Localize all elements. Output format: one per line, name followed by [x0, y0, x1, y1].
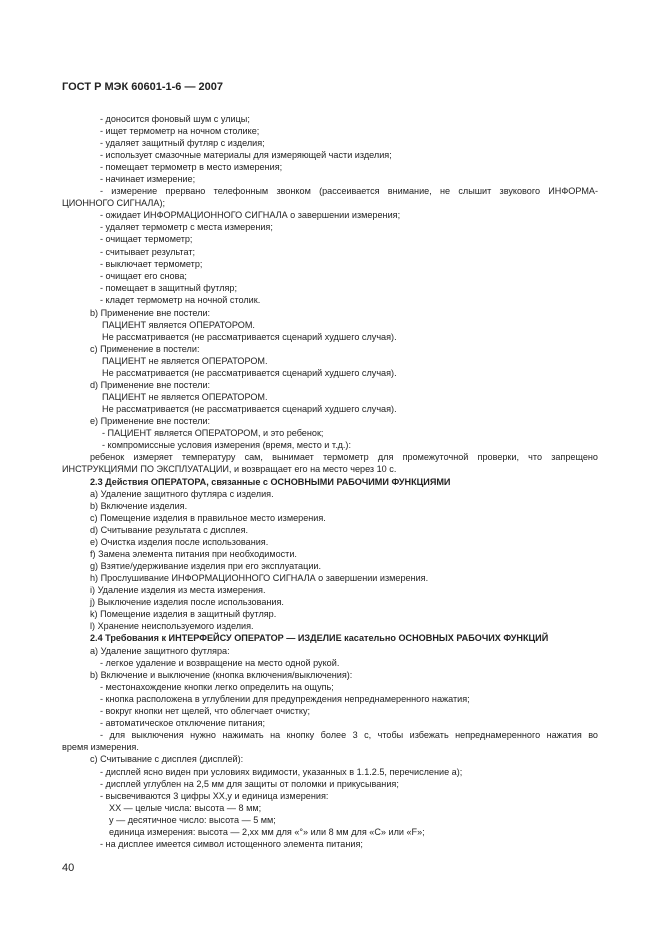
list-item: g) Взятие/удерживание изделия при его эксплуатации. [90, 561, 322, 571]
text-line: ПАЦИЕНТ является ОПЕРАТОРОМ. [102, 320, 255, 330]
text-line: единица измерения: высота — 2,xx мм для «°» или 8 мм для «C» или «F»; [109, 827, 425, 837]
list-item: l) Хранение неиспользуемого изделия. [90, 621, 254, 631]
text-line: - помещает термометр в место измерения; [100, 162, 283, 172]
list-item: d) Применение вне постели: [90, 380, 211, 390]
text-line: - на дисплее имеется символ истощенного элемента питания; [100, 839, 363, 849]
text-line: - удаляет термометр с места измерения; [100, 222, 273, 232]
text-line: ПАЦИЕНТ не является ОПЕРАТОРОМ. [102, 392, 268, 402]
text-line: время измерения. [62, 742, 139, 752]
text-line: ЦИОННОГО СИГНАЛА); [62, 198, 166, 208]
text-line: ИНСТРУКЦИЯМИ ПО ЭКСПЛУАТАЦИИ, и возвращает его на место через 10 с. [62, 464, 397, 474]
list-item: a) Удаление защитного футляра: [90, 646, 230, 656]
list-item: d) Считывание результата с дисплея. [90, 525, 249, 535]
text-line: - автоматическое отключение питания; [100, 718, 265, 728]
text-line: - легкое удаление и возвращение на место одной рукой. [100, 658, 340, 668]
document-header: ГОСТ Р МЭК 60601-1-6 — 2007 [62, 81, 223, 93]
text-line: - очищает его снова; [100, 271, 187, 281]
text-line: - доносится фоновый шум с улицы; [100, 114, 250, 124]
text-line: - компромиссные условия измерения (время, место и т.д.): [102, 440, 351, 450]
text-line: - выключает термометр; [100, 259, 203, 269]
page-number: 40 [62, 862, 75, 874]
text-line: - ожидает ИНФОРМАЦИОННОГО СИГНАЛА о завершении измерения; [100, 210, 401, 220]
list-item: b) Включение изделия. [90, 501, 188, 511]
list-item: e) Применение вне постели: [90, 416, 211, 426]
list-item: e) Очистка изделия после использования. [90, 537, 269, 547]
text-line: Не рассматривается (не рассматривается сценарий худшего случая). [102, 368, 397, 378]
list-item: c) Считывание с дисплея (дисплей): [90, 754, 244, 764]
list-item: a) Удаление защитного футляра с изделия. [90, 489, 274, 499]
text-line: - использует смазочные материалы для измеряющей части изделия; [100, 150, 392, 160]
text-line: - дисплей углублен на 2,5 мм для защиты от поломки и прикусывания; [100, 779, 399, 789]
section-heading: 2.4 Требования к ИНТЕРФЕЙСУ ОПЕРАТОР — ИЗДЕЛИЕ касательно ОСНОВНЫХ РАБОЧИХ ФУНКЦИЙ [90, 633, 549, 643]
text-line: XX — целые числа: высота — 8 мм; [109, 803, 262, 813]
text-line: - вокруг кнопки нет щелей, что облегчает очистку; [100, 706, 311, 716]
list-item: j) Выключение изделия после использования. [90, 597, 284, 607]
list-item: i) Удаление изделия из места измерения. [90, 585, 266, 595]
text-line: - ищет термометр на ночном столике; [100, 126, 260, 136]
list-item: b) Применение вне постели: [90, 308, 211, 318]
text-line: - кнопка расположена в углублении для предупреждения непреднамеренного нажатия; [100, 694, 470, 704]
list-item: c) Помещение изделия в правильное место измерения. [90, 513, 326, 523]
section-heading: 2.3 Действия ОПЕРАТОРА, связанные с ОСНОВНЫМИ РАБОЧИМИ ФУНКЦИЯМИ [90, 477, 451, 487]
text-line: - высвечиваются 3 цифры XX,y и единица измерения: [100, 791, 329, 801]
list-item: b) Включение и выключение (кнопка включения/выключения): [90, 670, 353, 680]
text-line: Не рассматривается (не рассматривается сценарий худшего случая). [102, 404, 397, 414]
list-item: f) Замена элемента питания при необходимости. [90, 549, 297, 559]
text-line: - начинает измерение; [100, 174, 196, 184]
text-line: y — десятичное число: высота — 5 мм; [109, 815, 276, 825]
text-line: - ПАЦИЕНТ является ОПЕРАТОРОМ, и это ребенок; [102, 428, 324, 438]
list-item: h) Прослушивание ИНФОРМАЦИОННОГО СИГНАЛА о завершении измерения. [90, 573, 429, 583]
text-line: - очищает термометр; [100, 234, 193, 244]
text-line: - кладет термометр на ночной столик. [100, 295, 261, 305]
text-line: - удаляет защитный футляр с изделия; [100, 138, 265, 148]
text-line: ребенок измеряет температуру сам, вынимает термометр для промежуточной проверки, что запрещено [90, 452, 598, 462]
text-line: Не рассматривается (не рассматривается сценарий худшего случая). [102, 332, 397, 342]
text-line: - дисплей ясно виден при условиях видимости, указанных в 1.1.2.5, перечисление а); [100, 767, 463, 777]
text-line: ПАЦИЕНТ не является ОПЕРАТОРОМ. [102, 356, 268, 366]
text-line: - для выключения нужно нажимать на кнопку более 3 с, чтобы избежать непреднамеренного нажатия во [100, 730, 598, 740]
list-item: k) Помещение изделия в защитный футляр. [90, 609, 277, 619]
text-line: - помещает в защитный футляр; [100, 283, 238, 293]
text-line: - местонахождение кнопки легко определить на ощупь; [100, 682, 334, 692]
text-line: - считывает результат; [100, 247, 196, 257]
text-line: - измерение прервано телефонным звонком (рассеивается внимание, не слышит звукового ИНФОРМА- [100, 186, 598, 196]
list-item: c) Применение в постели: [90, 344, 200, 354]
